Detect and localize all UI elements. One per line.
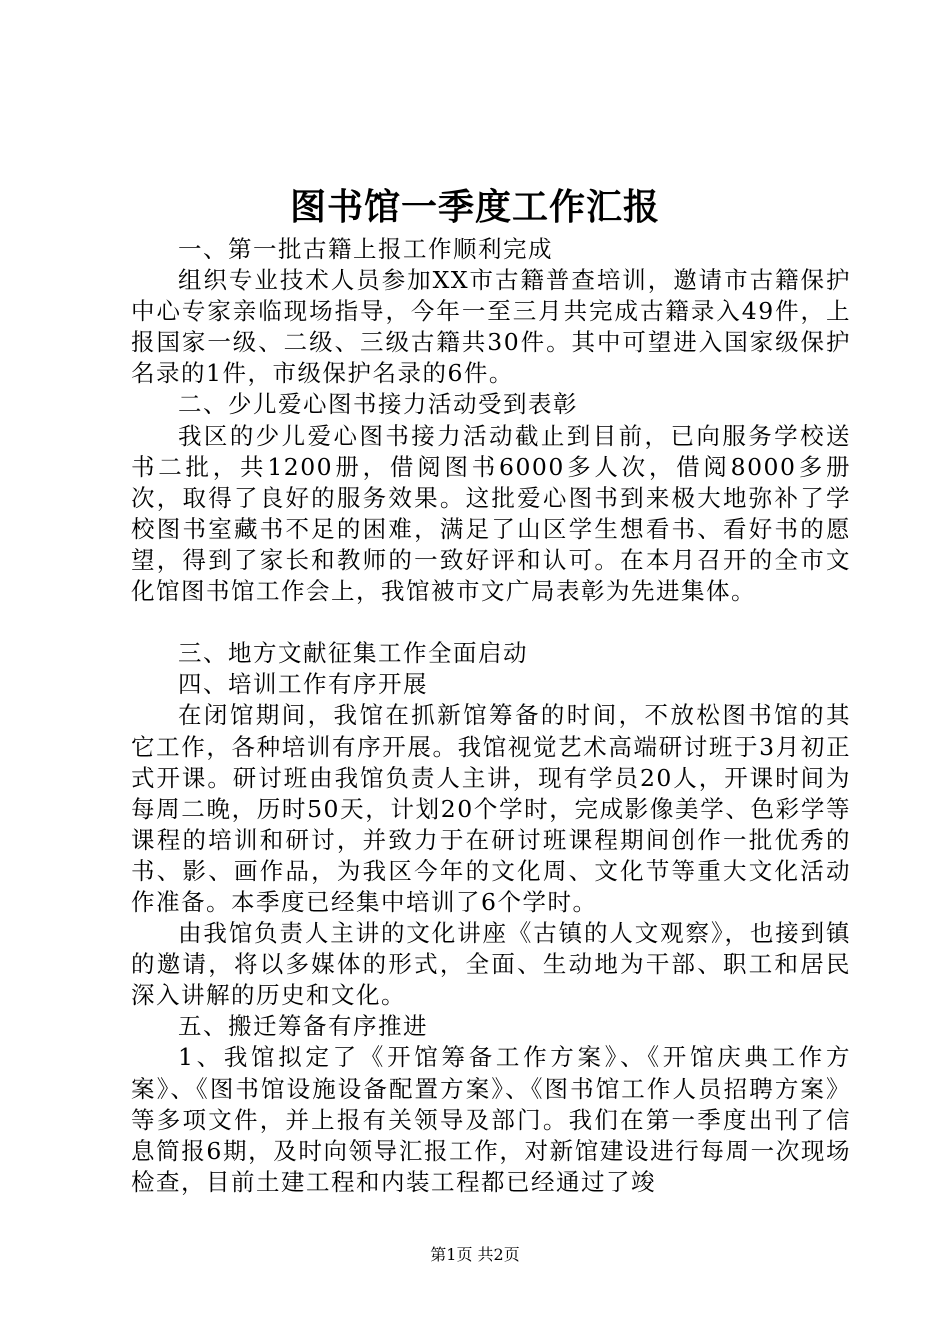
page-footer: 第1页 共2页 <box>430 1245 520 1264</box>
paragraph-2: 我区的少儿爱心图书接力活动截止到目前，已向服务学校送书二批，共1200册，借阅图书6000多人次，借阅8000多册次，取得了良好的服务效果。这批爱心图书到来极大地弥补了学校图书室藏书不足的困难，满足了山区学生想看书、看好书的愿望，得到了家长和教师的一致好评和认可。在本月召开的全市文化馆图书馆工作会上，我馆被市文广局表彰为先进集体。 <box>131 421 851 606</box>
section-heading-2: 二、少儿爱心图书接力活动受到表彰 <box>178 390 578 419</box>
paragraph-4: 由我馆负责人主讲的文化讲座《古镇的人文观察》，也接到镇的邀请，将以多媒体的形式，全面、生动地为干部、职工和居民深入讲解的历史和文化。 <box>131 919 851 1010</box>
section-heading-5: 五、搬迁筹备有序推进 <box>178 1012 428 1041</box>
document-body <box>131 234 851 1198</box>
section-heading-1: 一、第一批古籍上报工作顺利完成 <box>178 235 553 263</box>
paragraph-3: 在闭馆期间，我馆在抓新馆筹备的时间，不放松图书馆的其它工作，各种培训有序开展。我馆视觉艺术高端研讨班于3月初正式开课。研讨班由我馆负责人主讲，现有学员20人，开课时间为每周二晚，历时50天，计划20个学时，完成影像美学、色彩学等课程的培训和研讨，并致力于在研讨班课程期间创作一批优秀的书、影、画作品，为我区今年的文化周、文化节等重大文化活动作准备。本季度已经集中培训了6个学时。 <box>131 701 851 916</box>
document-title: 图书馆一季度工作汇报 <box>289 186 660 228</box>
section-heading-3: 三、地方文献征集工作全面启动 <box>178 639 528 668</box>
section-heading-4: 四、培训工作有序开展 <box>178 670 428 699</box>
blank-line <box>131 607 851 638</box>
paragraph-1: 组织专业技术人员参加XX市古籍普查培训，邀请市古籍保护中心专家亲临现场指导，今年一至三月共完成古籍录入49件，上报国家一级、二级、三级古籍共30件。其中可望进入国家级保护名录的1件，市级保护名录的6件。 <box>131 266 851 388</box>
paragraph-5: 1、我馆拟定了《开馆筹备工作方案》、《开馆庆典工作方案》、《图书馆设施设备配置方案》、《图书馆工作人员招聘方案》等多项文件，并上报有关领导及部门。我们在第一季度出刊了信息简报6期，及时向领导汇报工作，对新馆建设进行每周一次现场检查，目前土建工程和内装工程都已经通过了竣 <box>131 1043 851 1196</box>
